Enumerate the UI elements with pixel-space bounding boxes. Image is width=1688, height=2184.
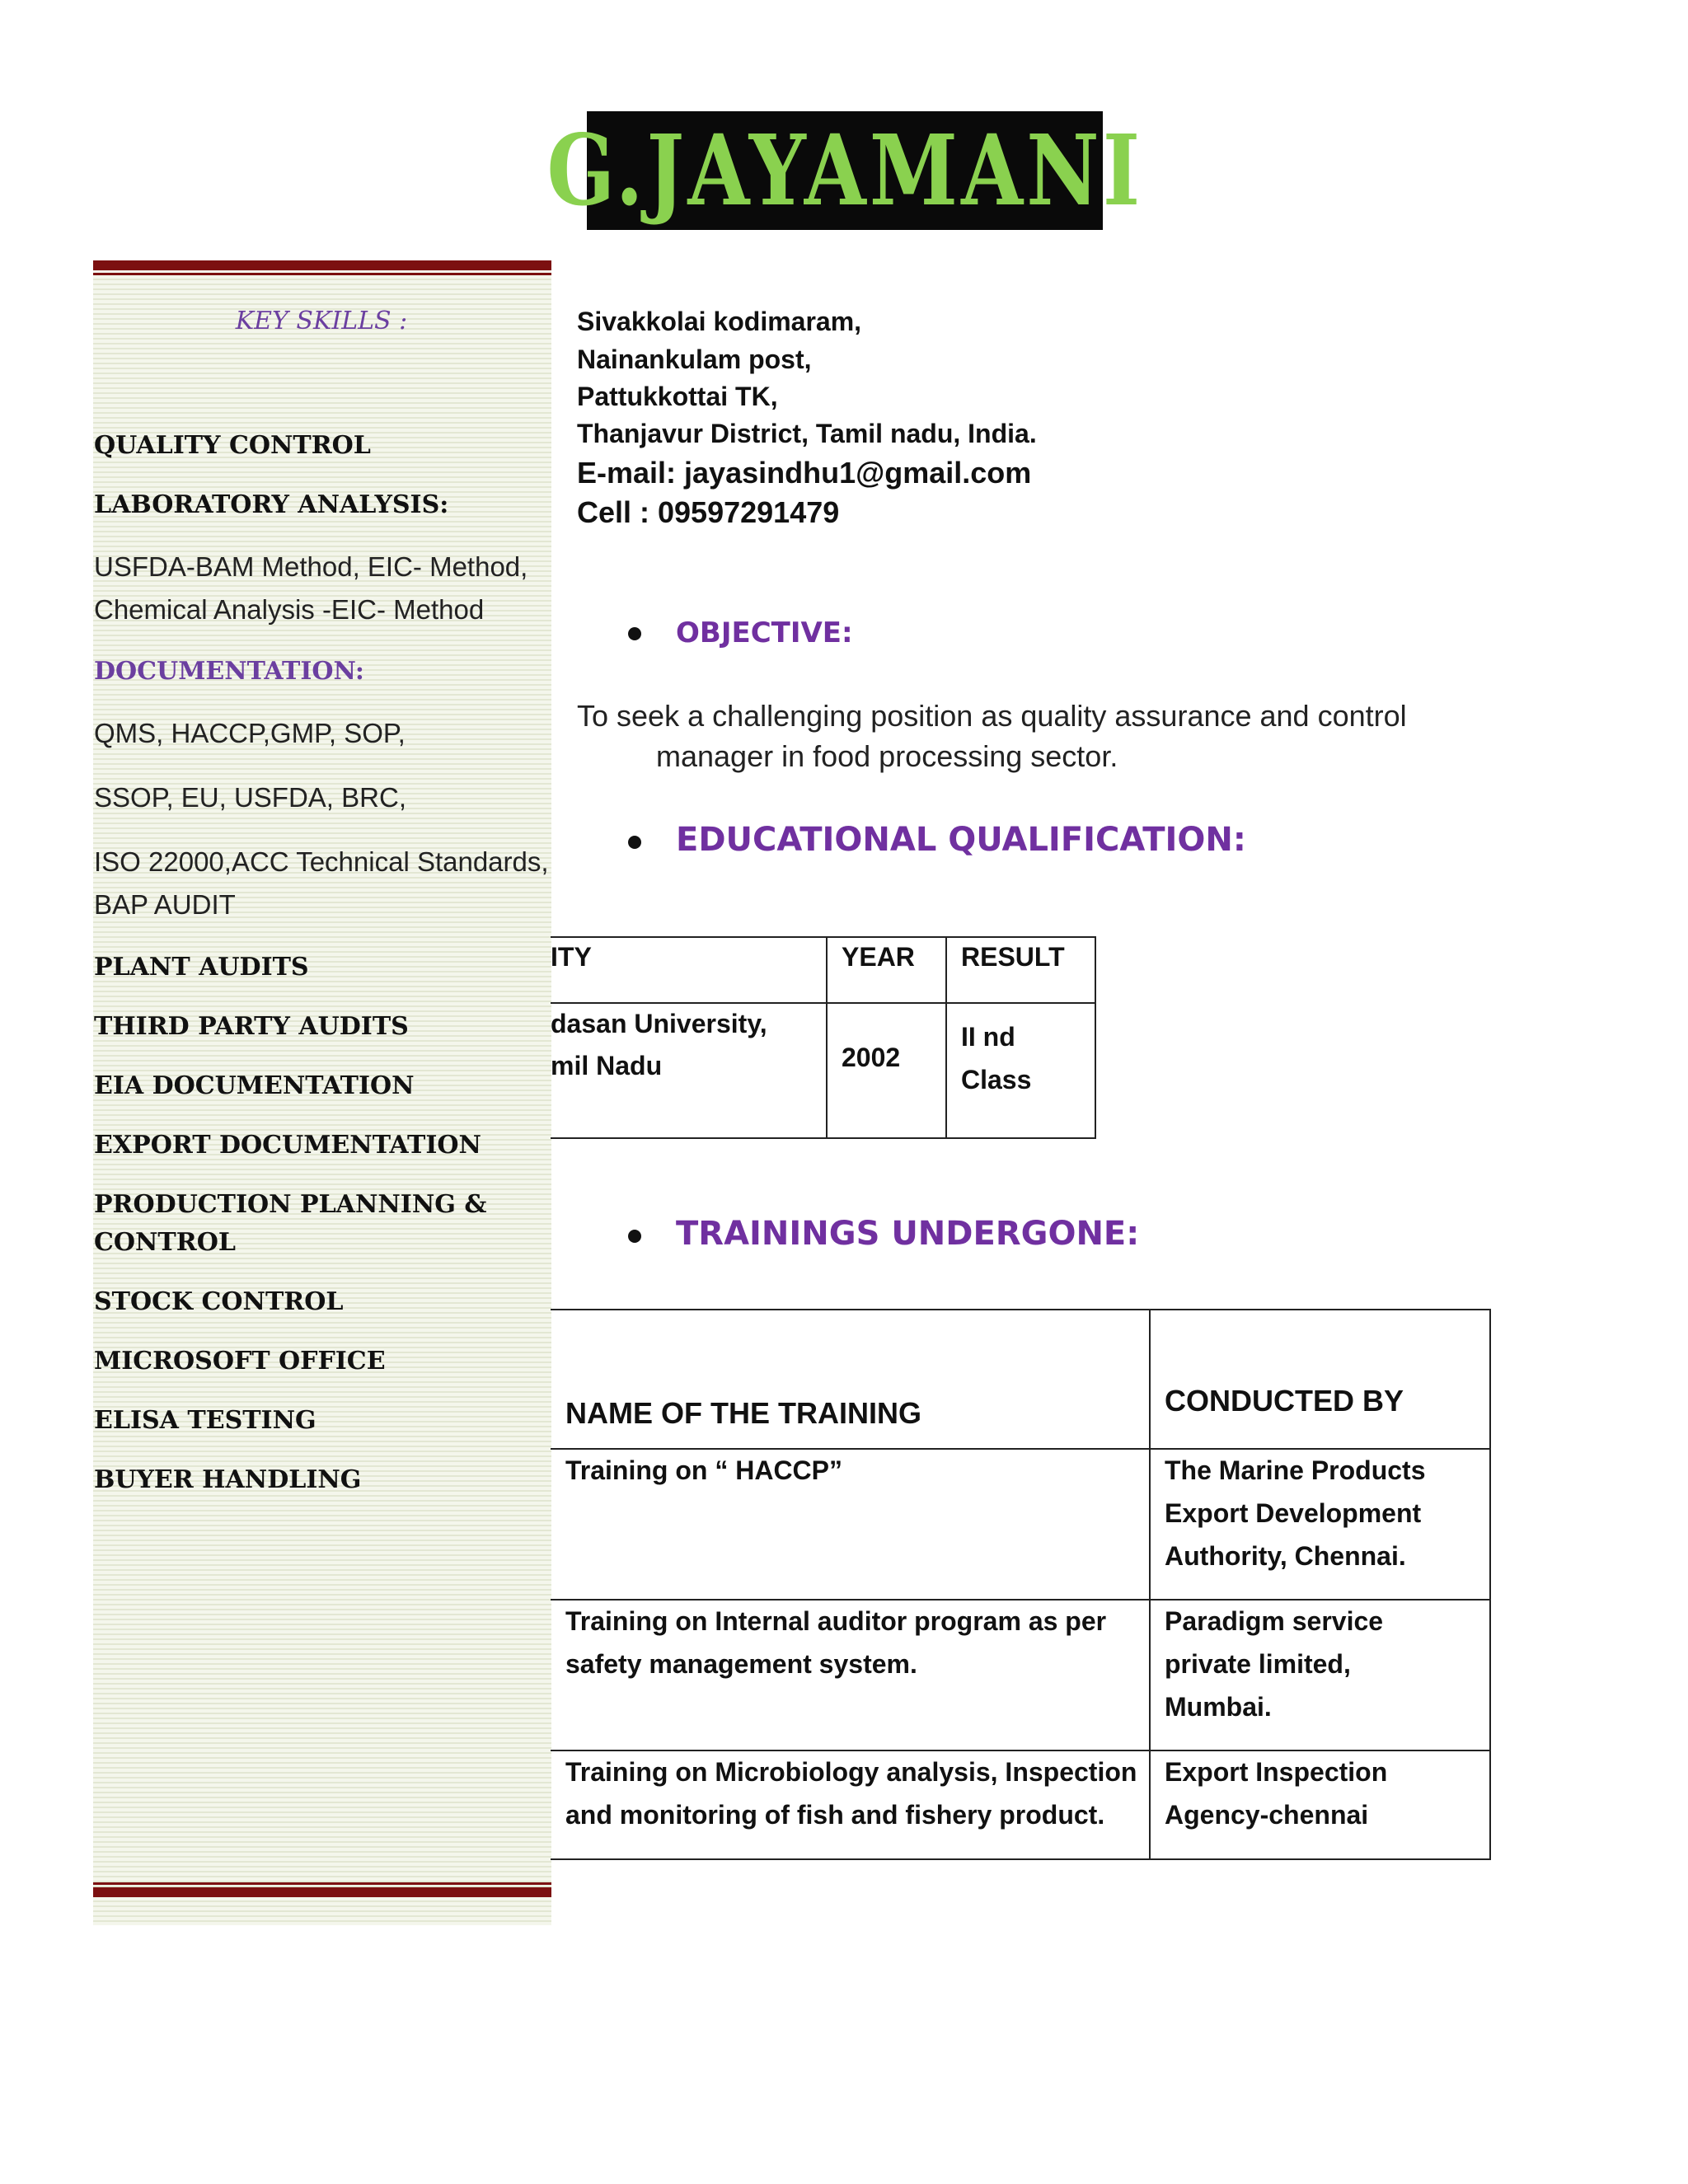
edu-result-line2: Class [961, 1065, 1032, 1094]
edu-year: 2002 [842, 1043, 901, 1072]
address-line-1: Sivakkolai kodimaram, [577, 307, 862, 336]
candidate-name: G.JAYAMANI [546, 113, 1143, 227]
training-2-name-line1: Training on Internal auditor program as per [565, 1606, 1107, 1636]
training-1-by-line2: Export Development [1165, 1498, 1422, 1528]
sidebar-top-rule [93, 260, 551, 270]
training-1-by-line3: Authority, Chennai. [1165, 1541, 1406, 1571]
email-address: E-mail: jayasindhu1@gmail.com [577, 456, 1032, 490]
edu-header-university: ITY [551, 942, 592, 972]
table-border [945, 936, 947, 1139]
skill-documentation: DOCUMENTATION: [94, 657, 364, 686]
objective-line-2: manager in food processing sector. [656, 739, 1118, 773]
skill-third-party-audits: THIRD PARTY AUDITS [94, 1012, 409, 1041]
name-banner [546, 111, 1143, 230]
skill-buyer-handling: BUYER HANDLING [94, 1465, 362, 1494]
training-3-by-line2: Agency-chennai [1165, 1800, 1369, 1830]
skill-plant-audits: PLANT AUDITS [94, 953, 309, 982]
education-heading: EDUCATIONAL QUALIFICATION: [676, 821, 1246, 859]
training-2-by-line1: Paradigm service [1165, 1606, 1384, 1636]
table-border [551, 1858, 1491, 1860]
training-2-name-line2: safety management system. [565, 1649, 917, 1679]
skill-export-documentation: EXPORT DOCUMENTATION [94, 1131, 481, 1160]
skill-documentation-line2: SSOP, EU, USFDA, BRC, [94, 782, 406, 813]
cell-number: Cell : 09597291479 [577, 495, 840, 529]
skill-quality-control: QUALITY CONTROL [94, 431, 371, 460]
edu-header-result: RESULT [961, 942, 1065, 972]
training-2-by-line2: private limited, [1165, 1649, 1351, 1679]
objective-line-1: To seek a challenging position as quality assurance and control [577, 699, 1407, 733]
skill-production-control: CONTROL [94, 1228, 236, 1257]
table-border [1489, 1309, 1491, 1860]
training-1-name: Training on “ HACCP” [565, 1455, 842, 1485]
skill-elisa-testing: ELISA TESTING [94, 1406, 316, 1435]
bullet-icon [628, 836, 641, 849]
sidebar-bottom-rule [93, 1887, 551, 1897]
skill-documentation-line1: QMS, HACCP,GMP, SOP, [94, 718, 406, 748]
skill-documentation-line4: BAP AUDIT [94, 889, 236, 920]
table-border [1149, 1309, 1151, 1860]
table-border [826, 936, 828, 1139]
key-skills-title: KEY SKILLS : [235, 307, 408, 335]
training-header-conducted-by: CONDUCTED BY [1165, 1384, 1404, 1418]
edu-university-line2: mil Nadu [551, 1051, 663, 1080]
training-2-by-line3: Mumbai. [1165, 1692, 1272, 1722]
address-line-4: Thanjavur District, Tamil nadu, India. [577, 419, 1037, 448]
skill-laboratory-analysis: LABORATORY ANALYSIS: [94, 490, 449, 519]
edu-result-line1: II nd [961, 1022, 1015, 1052]
training-1-by-line1: The Marine Products [1165, 1455, 1426, 1485]
table-border [551, 936, 1096, 938]
edu-header-year: YEAR [842, 942, 915, 972]
skill-production-planning: PRODUCTION PLANNING & [94, 1190, 487, 1219]
skill-lab-methods-line1: USFDA-BAM Method, EIC- Method, [94, 551, 528, 582]
training-header-name: NAME OF THE TRAINING [565, 1396, 921, 1430]
bullet-icon [628, 1230, 641, 1243]
table-border [1095, 936, 1096, 1139]
skill-lab-methods-line2: Chemical Analysis -EIC- Method [94, 594, 485, 625]
training-3-by-line1: Export Inspection [1165, 1757, 1388, 1787]
training-3-name-line2: and monitoring of fish and fishery product. [565, 1800, 1105, 1830]
trainings-heading: TRAININGS UNDERGONE: [676, 1215, 1140, 1253]
sidebar-top-rule-thin [93, 273, 551, 275]
table-border [551, 1309, 1491, 1310]
table-border [551, 1137, 1096, 1139]
skill-eia-documentation: EIA DOCUMENTATION [94, 1071, 415, 1100]
skill-documentation-line3: ISO 22000,ACC Technical Standards, [94, 846, 549, 877]
sidebar-bottom-rule-thin [93, 1882, 551, 1885]
objective-heading: OBJECTIVE: [676, 616, 853, 649]
skill-stock-control: STOCK CONTROL [94, 1287, 344, 1316]
skill-microsoft-office: MICROSOFT OFFICE [94, 1347, 386, 1376]
bullet-icon [628, 627, 641, 640]
training-3-name-line1: Training on Microbiology analysis, Inspection [565, 1757, 1137, 1787]
address-line-2: Nainankulam post, [577, 344, 812, 374]
table-border [551, 1002, 1096, 1004]
edu-university-line1: dasan University, [551, 1009, 767, 1038]
address-line-3: Pattukkottai TK, [577, 382, 778, 411]
